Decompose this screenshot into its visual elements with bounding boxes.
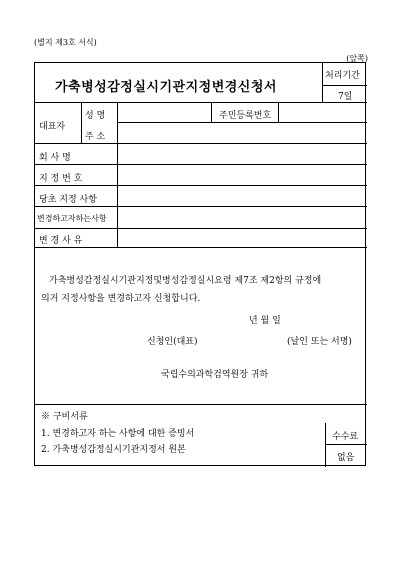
original-designation-label: 당초 지정 사항: [39, 195, 97, 205]
representative-label: 대표자: [39, 122, 66, 132]
fee-label: 수수료: [332, 432, 359, 442]
processing-period-label: 처리기간: [325, 71, 360, 81]
form-title: 가축병성감정실시기관지정변경신청서: [55, 80, 277, 95]
applicant-label: 신청인(대표): [147, 337, 198, 347]
statement-line-1: 가축병성감정실시기관지정및병성감정실시요령 제7조 제2항의 규정에: [49, 276, 322, 286]
company-name-label: 회 사 명: [39, 153, 71, 163]
seal-or-signature-label: (날인 또는 서명): [287, 337, 352, 347]
processing-period-value: 7일: [338, 92, 353, 102]
page-side-label: (앞쪽): [346, 54, 368, 63]
fee-value: 없음: [337, 453, 355, 463]
application-form: [34, 62, 366, 466]
resident-number-label: 주민등록번호: [219, 111, 272, 121]
statement-line-2: 의거 지정사항을 변경하고자 신청합니다.: [41, 294, 201, 304]
change-reason-label: 변 경 사 유: [39, 236, 83, 246]
required-document-item-2: 2. 가축병성감정실시기관지정서 원본: [41, 445, 186, 455]
designation-number-label: 지 정 번 호: [39, 174, 83, 184]
required-documents-heading: ※ 구비서류: [41, 412, 88, 422]
name-label: 성 명: [85, 111, 106, 121]
change-items-label: 변경하고자하는사항: [37, 214, 107, 223]
addressee: 국립수의과학검역원장 귀하: [161, 370, 269, 380]
address-label: 주 소: [85, 132, 106, 142]
required-document-item-1: 1. 변경하고자 하는 사항에 대한 증빙서: [41, 429, 195, 439]
date-line: 년 월 일: [249, 316, 281, 326]
form-number-label: (별지 제3호 서식): [34, 38, 97, 47]
